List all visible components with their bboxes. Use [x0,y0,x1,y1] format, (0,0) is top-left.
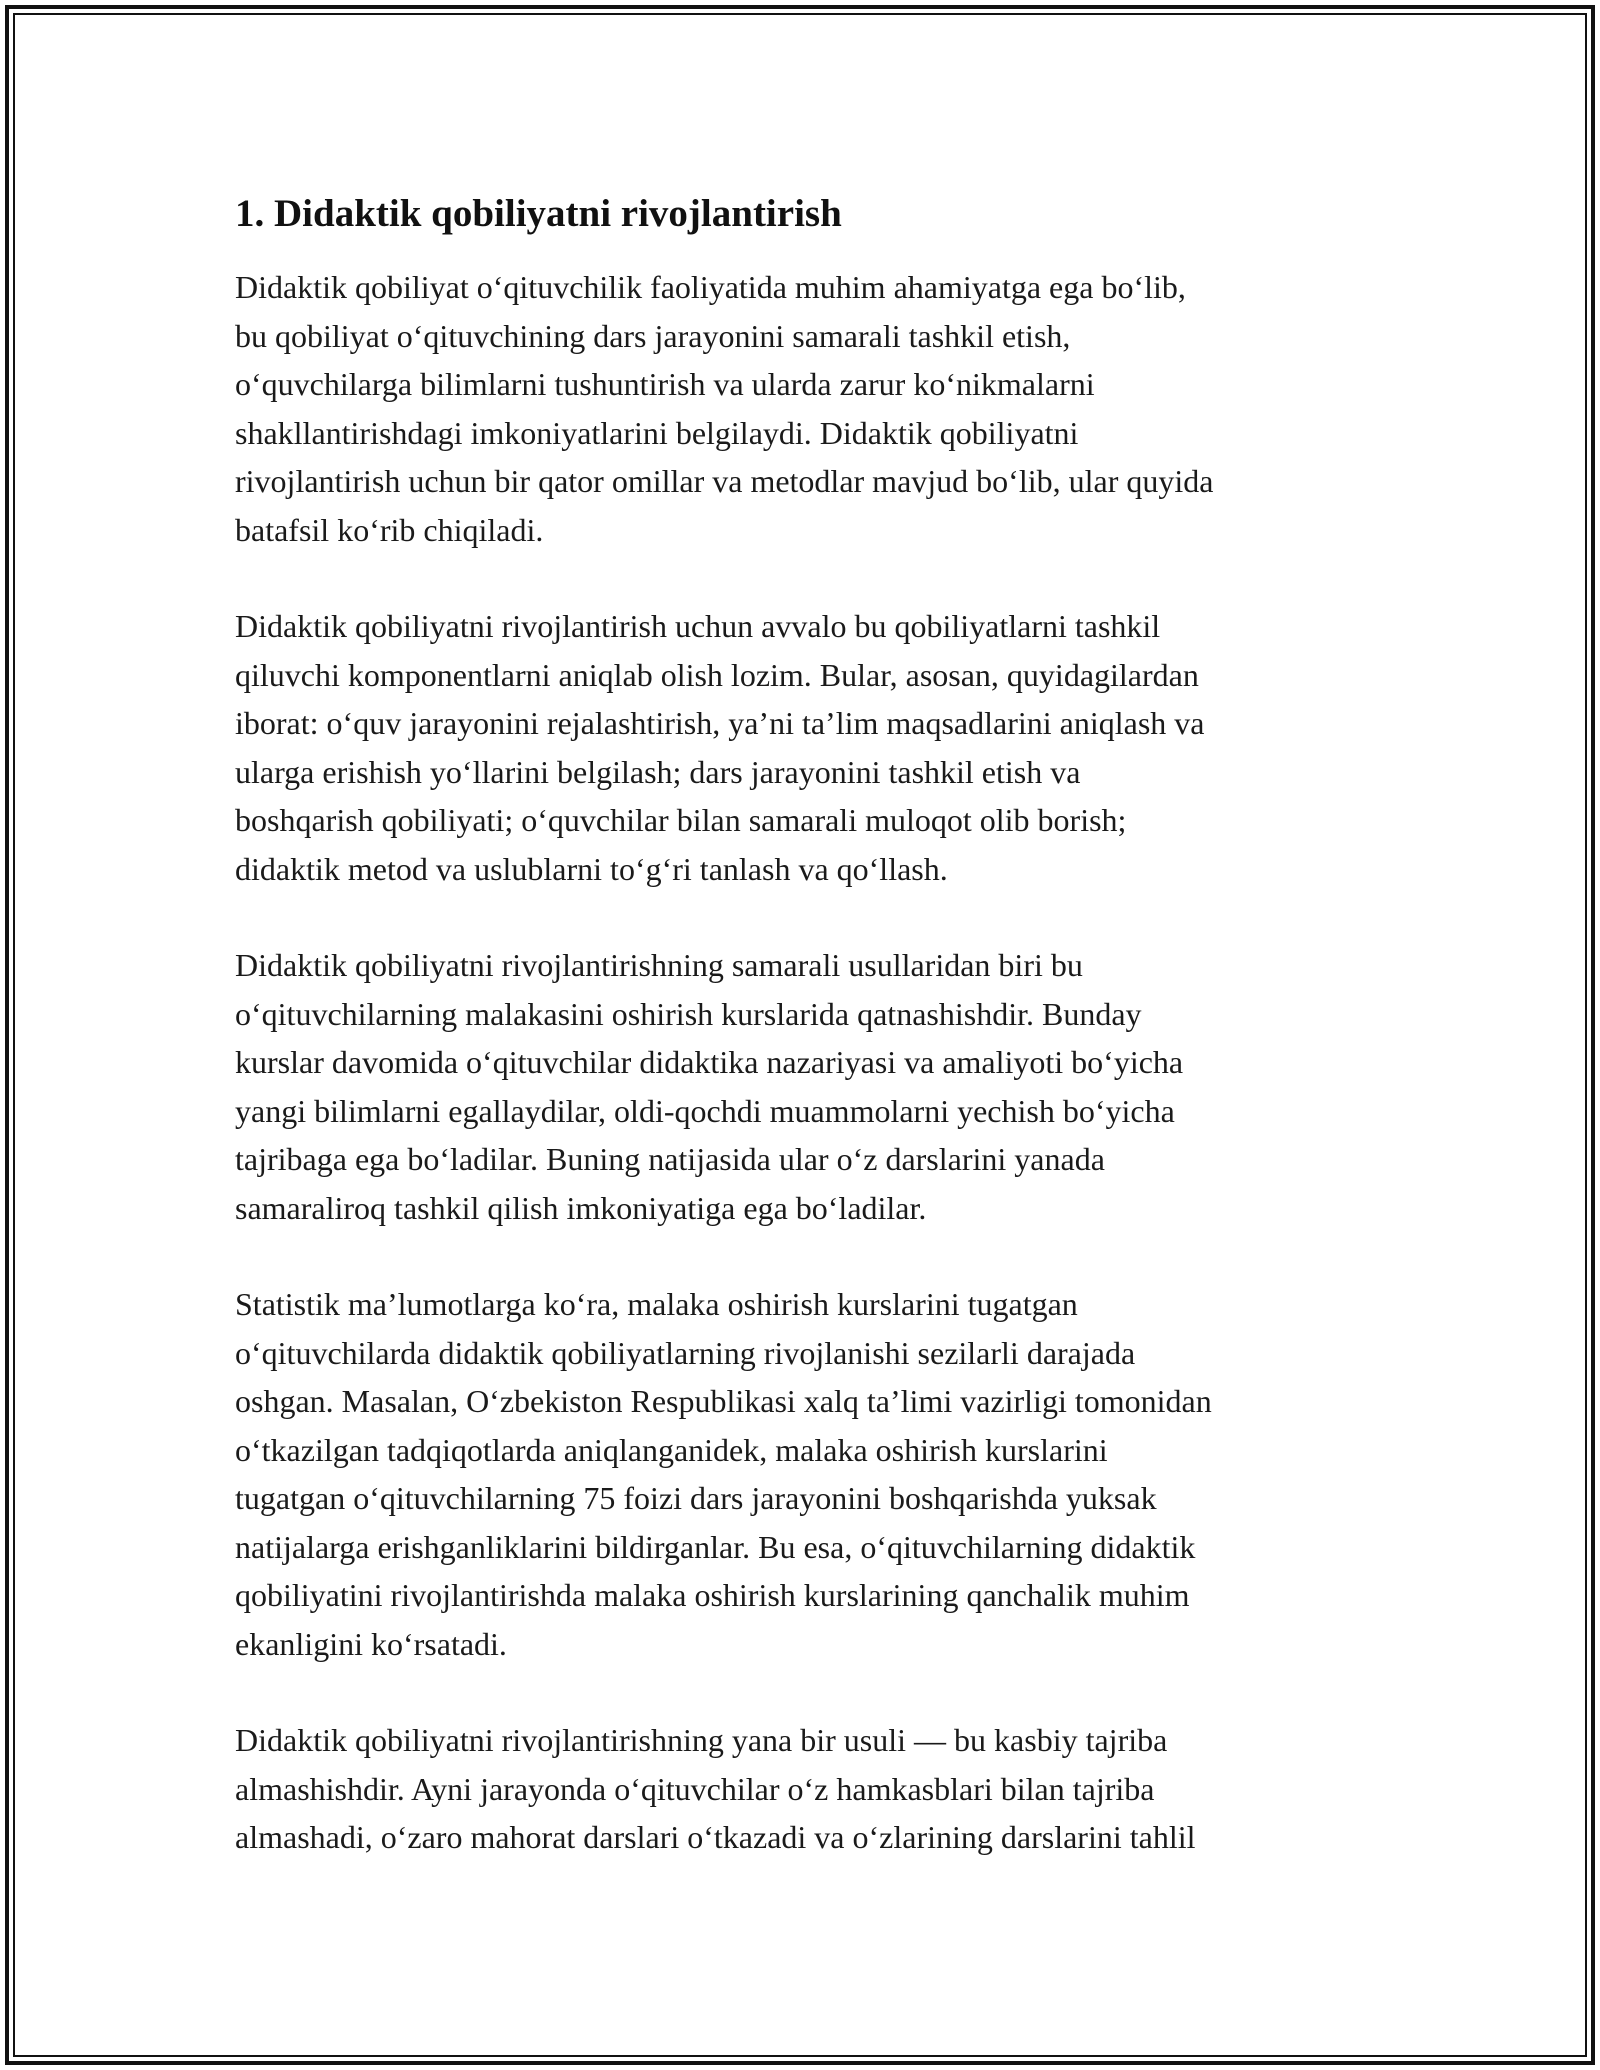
paragraph-3: Didaktik qobiliyatni rivojlantirishning samarali usullaridan biri bu oʻqituvchilarning malakasini oshirish kurslarida qatnashishdir. Bunday kurslar davomida oʻqituvchilar didaktika nazariyasi va amaliyoti boʻyicha yangi bilimlarni egallaydilar, oldi-qochdi muammolarni yechish boʻyicha tajribaga ega boʻladilar. Buning natijasida ular oʻz darslarini yanada samaraliroq tashkil qilish imkoniyatiga ega boʻladilar. [235,947,1184,1226]
section-heading: 1. Didaktik qobiliyatni rivojlantirish [235,192,842,235]
paragraph-2: Didaktik qobiliyatni rivojlantirish uchun avvalo bu qobiliyatlarni tashkil qiluvchi komponentlarni aniqlab olish lozim. Bular, asosan, quyidagilardan iborat: oʻquv jarayonini rejalashtirish, ya’ni ta’lim maqsadlarini aniqlash va ularga erishish yoʻllarini belgilash; dars jarayonini tashkil etish va boshqarish qobiliyati; oʻquvchilar bilan samarali muloqot olib borish; didaktik metod va uslublarni toʻgʻri tanlash va qoʻllash. [235,608,1205,887]
paragraph-4: Statistik ma’lumotlarga koʻra, malaka oshirish kurslarini tugatgan oʻqituvchilarda didaktik qobiliyatlarning rivojlanishi sezilarli darajada oshgan. Masalan, Oʻzbekiston Respublikasi xalq ta’limi vazirligi tomonidan oʻtkazilgan tadqiqotlarda aniqlanganidek, malaka oshirish kurslarini tugatgan oʻqituvchilarning 75 foizi dars jarayonini boshqarishda yuksak natijalarga erishganliklarini bildirganlar. Bu esa, oʻqituvchilarning didaktik qobiliyatini rivojlantirishda malaka oshirish kurslarining qanchalik muhim ekanligini koʻrsatadi. [235,1286,1212,1662]
paragraph-1: Didaktik qobiliyat oʻqituvchilik faoliyatida muhim ahamiyatga ega boʻlib, bu qobiliyat oʻqituvchining dars jarayonini samarali tashkil etish, oʻquvchilarga bilimlarni tushuntirish va ularda zarur koʻnikmalarni shakllantirishdagi imkoniyatlarini belgilaydi. Didaktik qobiliyatni rivojlantirish uchun bir qator omillar va metodlar mavjud boʻlib, ular quyida batafsil koʻrib chiqiladi. [235,269,1214,548]
paragraph-5: Didaktik qobiliyatni rivojlantirishning yana bir usuli — bu kasbiy tajriba almashishdir. Ayni jarayonda oʻqituvchilar oʻz hamkasblari bilan tajriba almashadi, oʻzaro mahorat darslari oʻtkazadi va oʻzlarining darslarini tahlil [235,1722,1196,1855]
document-body [235,185,1375,1910]
